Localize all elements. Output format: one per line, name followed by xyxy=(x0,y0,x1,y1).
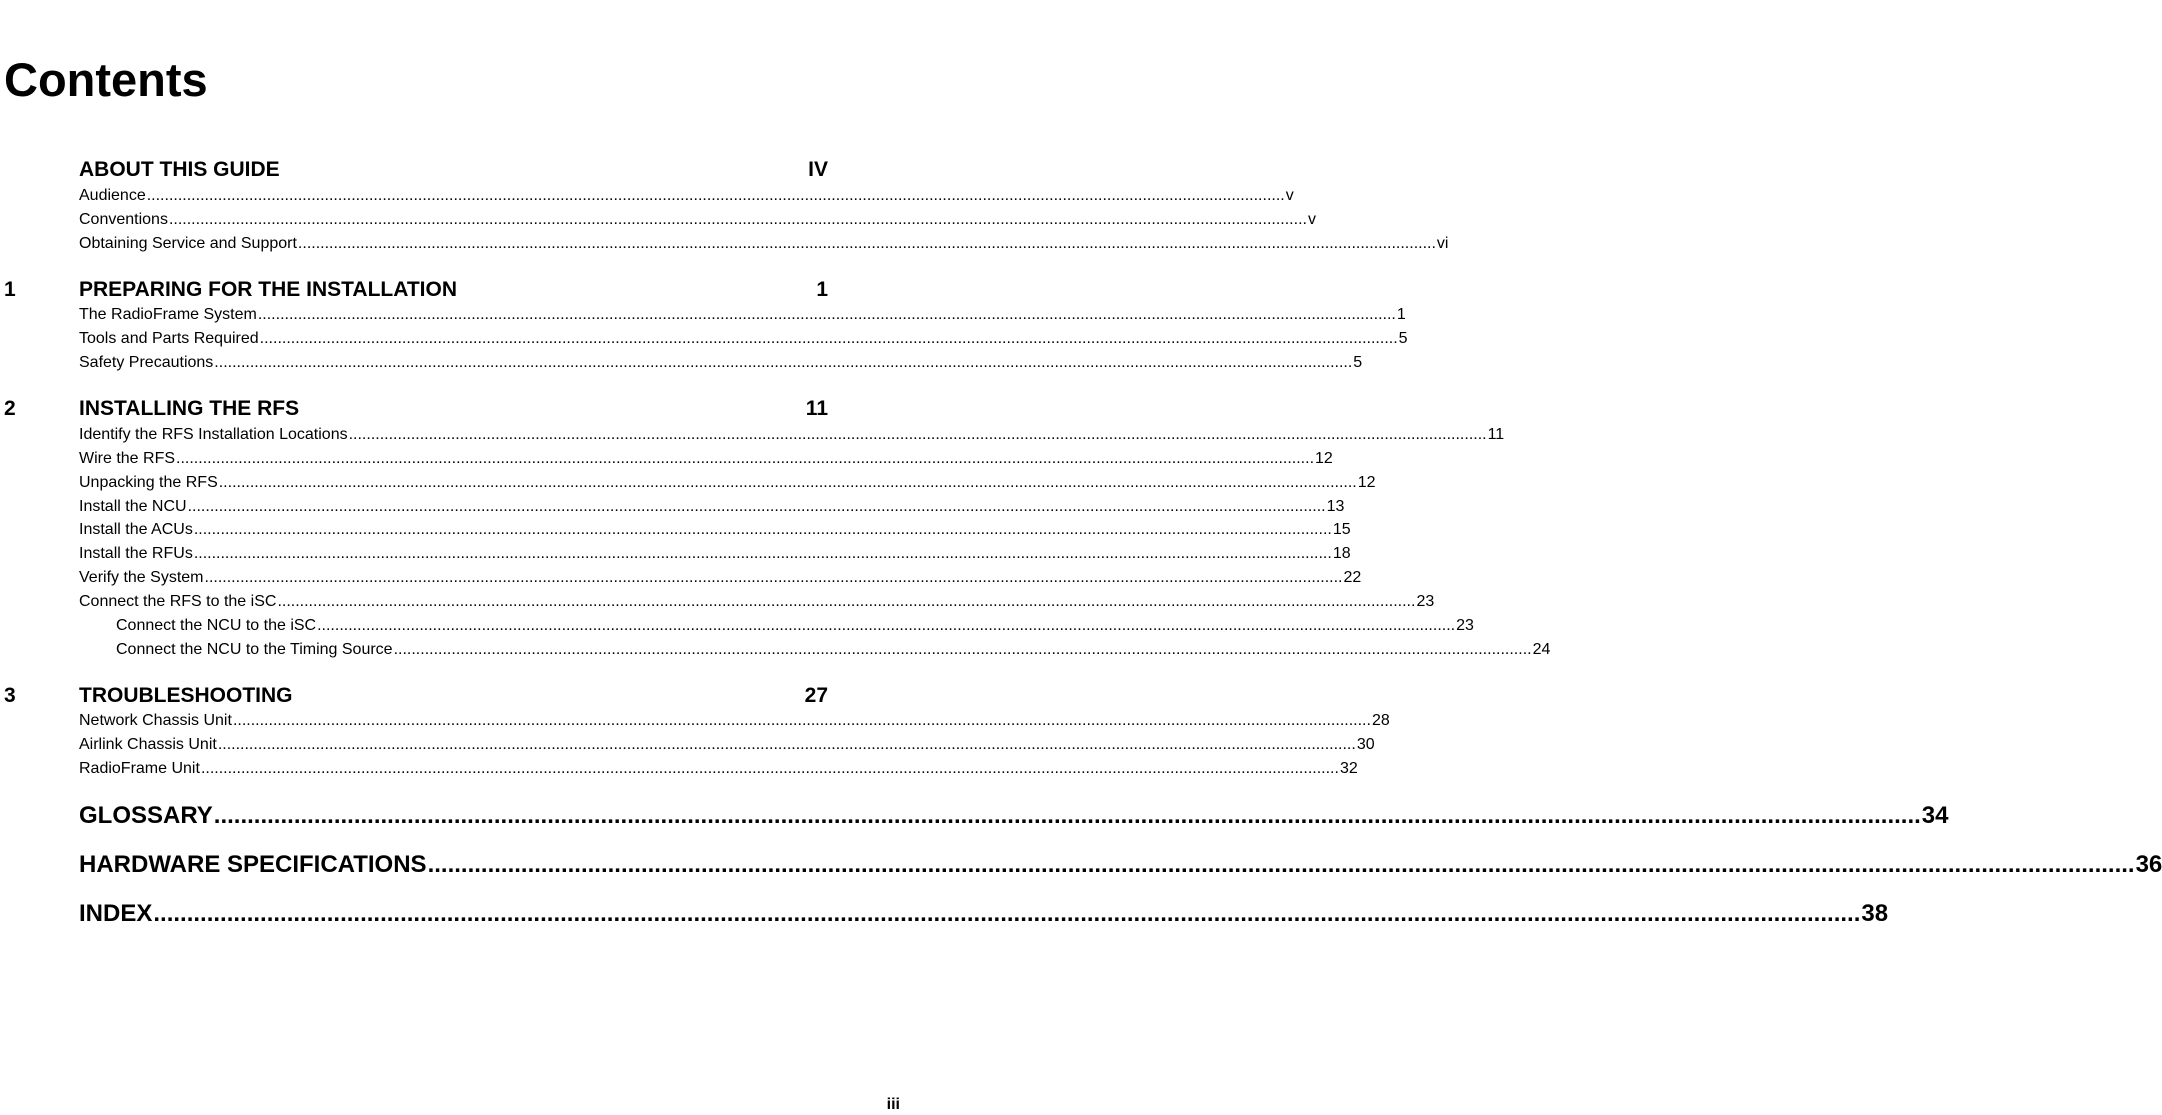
toc-entry-label: Tools and Parts Required xyxy=(79,330,259,347)
toc-chapter-1[interactable] xyxy=(79,277,828,303)
dot-leader: ................................................................................................................................................................................................................................................................ xyxy=(213,802,1921,829)
toc-page-number: 24 xyxy=(1532,641,1551,658)
toc-entry[interactable] xyxy=(79,353,1363,373)
dot-leader: ................................................................................................................................................................................................................................................................ xyxy=(176,450,1315,467)
toc-entry-label: Safety Precautions xyxy=(79,354,214,371)
dot-leader: ................................................................................................................................................................................................................................................................ xyxy=(218,474,1357,491)
dot-leader: ................................................................................................................................................................................................................................................................ xyxy=(187,498,1326,515)
toc-entry-label: Obtaining Service and Support xyxy=(79,235,297,252)
toc-page-number: 27 xyxy=(804,684,828,707)
toc-entry-label: Verify the System xyxy=(79,569,204,586)
toc-hardware-specifications[interactable] xyxy=(79,850,2162,880)
toc-page-number: 34 xyxy=(1921,802,1949,829)
dot-leader: ................................................................................................................................................................................................................................................................ xyxy=(214,354,1353,371)
toc-page-number: 12 xyxy=(1357,474,1376,491)
dot-leader: ................................................................................................................................................................................................................................................................ xyxy=(217,736,1356,753)
toc-entry-label: The RadioFrame System xyxy=(79,306,257,323)
toc-page-number: 36 xyxy=(2135,851,2162,878)
chapter-number: 2 xyxy=(4,397,16,420)
toc-entry-label: Unpacking the RFS xyxy=(79,474,218,491)
toc-chapter-3[interactable] xyxy=(79,683,828,709)
toc-page-number: 5 xyxy=(1353,354,1363,371)
toc-entry-audience[interactable] xyxy=(79,186,1294,206)
dot-leader: ................................................................................................................................................................................................................................................................ xyxy=(153,900,1861,927)
toc-entry[interactable] xyxy=(79,329,1408,349)
dot-leader: ................................................................................................................................................................................................................................................................ xyxy=(200,760,1339,777)
toc-entry-label: Wire the RFS xyxy=(79,450,176,467)
dot-leader: ................................................................................................................................................................................................................................................................ xyxy=(317,617,1456,634)
toc-entry-obtaining-service[interactable] xyxy=(79,234,1449,254)
toc-page-number: 30 xyxy=(1356,736,1375,753)
toc-entry-label: Connect the NCU to the iSC xyxy=(116,617,317,634)
toc-heading-label: ABOUT THIS GUIDE xyxy=(79,158,280,181)
toc-entry-label: Connect the RFS to the iSC xyxy=(79,593,277,610)
toc-page-number: 13 xyxy=(1326,498,1345,515)
toc-entry-label: Install the NCU xyxy=(79,498,187,515)
toc-chapter-2[interactable] xyxy=(79,396,828,422)
toc-entry-label: Identify the RFS Installation Locations xyxy=(79,426,348,443)
toc-entry[interactable] xyxy=(79,759,1358,779)
page-title: Contents xyxy=(4,53,208,106)
dot-leader: ................................................................................................................................................................................................................................................................ xyxy=(232,712,1371,729)
dot-leader: ................................................................................................................................................................................................................................................................ xyxy=(297,235,1436,252)
chapter-number: 3 xyxy=(4,684,16,707)
toc-major-label: GLOSSARY xyxy=(79,802,213,829)
toc-page-number: v xyxy=(1307,211,1316,228)
toc-entry[interactable] xyxy=(79,305,1406,325)
toc-page-number: 11 xyxy=(805,397,828,420)
dot-leader: ................................................................................................................................................................................................................................................................ xyxy=(193,545,1332,562)
toc-index[interactable] xyxy=(79,899,1889,929)
toc-subentry[interactable] xyxy=(116,640,1551,660)
toc-page-number: vi xyxy=(1436,235,1449,252)
toc-page-number: 1 xyxy=(816,278,828,301)
toc-entry-label: Network Chassis Unit xyxy=(79,712,232,729)
chapter-number: 1 xyxy=(4,278,16,301)
dot-leader: ................................................................................................................................................................................................................................................................ xyxy=(393,641,1532,658)
toc-entry[interactable] xyxy=(79,497,1345,517)
dot-leader: ................................................................................................................................................................................................................................................................ xyxy=(168,211,1307,228)
dot-leader: ................................................................................................................................................................................................................................................................ xyxy=(257,306,1396,323)
toc-major-label: INDEX xyxy=(79,900,153,927)
toc-entry-label: RadioFrame Unit xyxy=(79,760,200,777)
toc-entry[interactable] xyxy=(79,449,1333,469)
toc-chapter-label: TROUBLESHOOTING xyxy=(79,684,293,707)
toc-glossary[interactable] xyxy=(79,801,1949,831)
dot-leader: ................................................................................................................................................................................................................................................................ xyxy=(427,851,2135,878)
dot-leader: ................................................................................................................................................................................................................................................................ xyxy=(277,593,1416,610)
toc-page-number: 5 xyxy=(1398,330,1408,347)
toc-chapter-label: PREPARING FOR THE INSTALLATION xyxy=(79,278,457,301)
toc-entry-label: Conventions xyxy=(79,211,168,228)
toc-major-label: HARDWARE SPECIFICATIONS xyxy=(79,851,427,878)
toc-entry-label: Install the RFUs xyxy=(79,545,193,562)
toc-entry[interactable] xyxy=(79,520,1351,540)
toc-entry[interactable] xyxy=(79,544,1351,564)
toc-page-number: 11 xyxy=(1487,426,1505,443)
dot-leader: ................................................................................................................................................................................................................................................................ xyxy=(193,521,1332,538)
toc-page-number: 12 xyxy=(1315,450,1333,467)
toc-entry[interactable] xyxy=(79,592,1435,612)
toc-entry[interactable] xyxy=(79,473,1376,493)
toc-page-number: v xyxy=(1285,187,1294,204)
toc-page-number: 38 xyxy=(1861,900,1889,927)
toc-entry-label: Install the ACUs xyxy=(79,521,193,538)
toc-entry[interactable] xyxy=(79,568,1362,588)
toc-entry-label: Audience xyxy=(79,187,146,204)
toc-entry[interactable] xyxy=(79,711,1390,731)
dot-leader: ................................................................................................................................................................................................................................................................ xyxy=(204,569,1343,586)
toc-entry[interactable] xyxy=(79,735,1375,755)
toc-subentry[interactable] xyxy=(116,616,1474,636)
toc-page-number: 23 xyxy=(1456,617,1474,634)
toc-page-number: 23 xyxy=(1416,593,1435,610)
page-folio: iii xyxy=(886,1096,900,1113)
toc-page-number: 15 xyxy=(1332,521,1351,538)
dot-leader: ................................................................................................................................................................................................................................................................ xyxy=(348,426,1487,443)
toc-chapter-label: INSTALLING THE RFS xyxy=(79,397,300,420)
toc-page-number: 1 xyxy=(1396,306,1406,323)
toc-page-number: 32 xyxy=(1339,760,1358,777)
toc-entry-conventions[interactable] xyxy=(79,210,1316,230)
toc-entry-label: Airlink Chassis Unit xyxy=(79,736,217,753)
toc-page-number: IV xyxy=(808,158,828,181)
toc-heading-about-this-guide[interactable] xyxy=(79,157,828,183)
toc-page-number: 18 xyxy=(1332,545,1351,562)
dot-leader: ................................................................................................................................................................................................................................................................ xyxy=(146,187,1285,204)
toc-page-number: 22 xyxy=(1343,569,1362,586)
toc-entry-label: Connect the NCU to the Timing Source xyxy=(116,641,393,658)
toc-page-number: 28 xyxy=(1371,712,1390,729)
dot-leader: ................................................................................................................................................................................................................................................................ xyxy=(259,330,1398,347)
toc-entry[interactable] xyxy=(79,425,1505,445)
